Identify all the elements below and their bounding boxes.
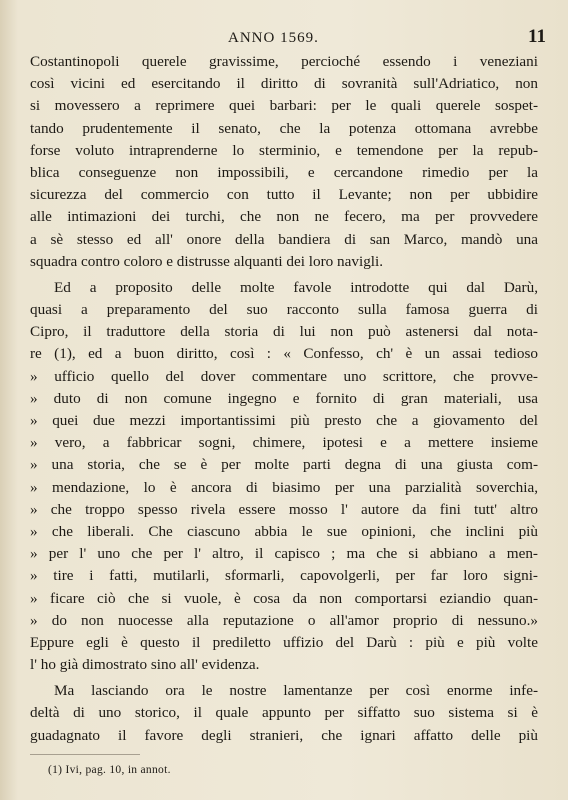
text-line: forse voluto intraprenderne lo sterminio, e temendone per la repub- (30, 141, 538, 159)
text-line: » quei due mezzi importantissimi più presto che a giovamento del (30, 412, 538, 429)
text-line: sicurezza del commercio con tutto il Levante; non per ubbidire (30, 186, 538, 204)
text-line: blica conseguenze non impossibili, e cercandone rimedio per la (30, 163, 538, 181)
running-head (0, 26, 568, 50)
body-text (30, 51, 538, 747)
text-line: Ed a proposito delle molte favole introdotte qui dal Darù, (54, 278, 538, 296)
text-line: » che troppo spesso rivela essere mosso l' autore da fini tutt' altro (30, 500, 538, 518)
text-line: » per l' uno che per l' altro, il capisco ; ma che si abbiano a men- (30, 545, 538, 563)
running-title: ANNO 1569. (228, 30, 319, 46)
text-line: Costantinopoli querele gravissime, percioché essendo i veneziani (30, 53, 538, 70)
text-line: l' ho già dimostrato sino all' evidenza. (30, 656, 260, 674)
text-line: Cipro, il traduttore della storia di lui non può astenersi dal nota- (30, 323, 538, 341)
text-line: deltà di uno storico, il quale appunto per siffatto suo sistema si è (30, 704, 538, 722)
text-line: » do non nuocesse alla reputazione o all'amor proprio di nessuno.» (30, 611, 538, 629)
text-line: quasi a preparamento del suo racconto sulla famosa guerra di (30, 301, 538, 319)
text-line: » duto di non comune ingegno e fornito di gran materiali, usa (30, 389, 538, 407)
text-line: » vero, a fabbricar sogni, chimere, ipotesi e a mettere insieme (30, 434, 538, 452)
text-line: si movessero a reprimere quei barbari: per le quali querele sospet- (30, 97, 538, 115)
text-line: » che liberali. Che ciascuno abbia le sue opinioni, che inclini più (30, 522, 538, 540)
text-line: guadagnato il favore degli stranieri, che ignari affatto delle più (30, 726, 538, 744)
text-line: » ficare ciò che si vuole, è cosa da non comportarsi eziandio quan- (30, 589, 538, 607)
text-line: » tire i fatti, mutilarli, sformarli, capovolgerli, per far loro signi- (30, 567, 538, 585)
text-line: » ufficio quello del dover commentare uno scrittore, che provve- (30, 367, 538, 385)
text-line: squadra contro coloro e distrusse alquanti dei loro navigli. (30, 252, 384, 270)
text-line: re (1), ed a buon diritto, così : « Confesso, ch' è un assai tedioso (30, 345, 538, 363)
text-line: Ma lasciando ora le nostre lamentanze per così enorme infe- (54, 682, 538, 700)
text-line: tando prudentemente il senato, che la potenza ottomana avrebbe (30, 119, 538, 137)
text-line: Eppure egli è questo il prediletto uffizio del Darù : più e più volte (30, 633, 538, 651)
text-line: così vicini ed esercitando il diritto di sovranità sull'Adriatico, non (30, 75, 538, 93)
footnote: (1) Ivi, pag. 10, in annot. (48, 764, 171, 776)
footnote-rule (30, 754, 140, 755)
text-line: a sè stesso ed all' onore della bandiera di san Marco, mandò una (30, 230, 538, 248)
text-line: » una storia, che se è per molte parti degna di una giusta com- (30, 456, 538, 474)
text-line: » mendazione, lo è ancora di biasimo per una parzialità soverchia, (30, 478, 538, 496)
text-line: alle intimazioni dei turchi, che non ne fecero, ma per provvedere (30, 208, 538, 226)
page-number: 11 (528, 26, 546, 47)
